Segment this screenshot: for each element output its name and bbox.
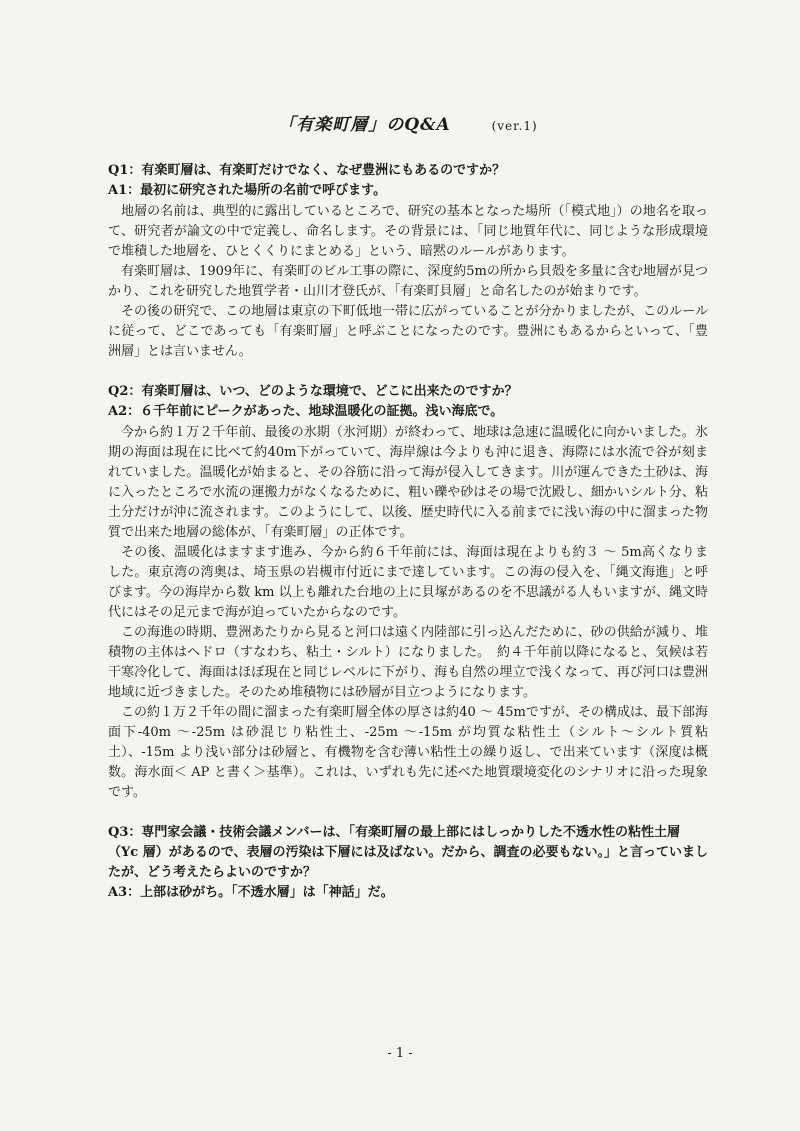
question-3: Q3：専門家会議・技術会議メンバーは、「有楽町層の最上部にはしっかりした不透水性の粘性土層（Yc 層）があるので、表層の汚染は下層には及ばない。だから、調査の必要もない。」と言っていましたが、どう考えたらよいのですか？ <box>108 825 708 880</box>
title-row <box>108 110 708 135</box>
answer-1-paragraph: 地層の名前は、典型的に露出しているところで、研究の基本となった場所（「模式地」）の地名を取って、研究者が論文の中で定義し、命名します。その背景には、「同じ地質年代に、同じような形成環境で堆積した地層を、ひとくくりにまとめる」という、暗黙のルールがあります。 <box>108 204 708 259</box>
answer-1-heading: A1：最初に研究された場所の名前で呼びます。 <box>108 183 387 198</box>
section-gap <box>108 362 708 382</box>
qa-section-3 <box>108 823 708 903</box>
page-number: - 1 - <box>387 1046 413 1061</box>
question-2: Q2：有楽町層は、いつ、どのような環境で、どこに出来たのですか？ <box>108 384 518 399</box>
answer-2-heading: A2：６千年前にピークがあった、地球温暖化の証拠。浅い海底で。 <box>108 404 504 419</box>
answer-1-paragraph: その後の研究で、この地層は東京の下町低地一帯に広がっていることが分かりましたが、このルールに従って、どこであっても「有楽町層」と呼ぶことになったのです。豊洲にもあるからといって、「豊洲層」とは言いません。 <box>108 304 708 359</box>
section-gap <box>108 803 708 823</box>
qa-section-2 <box>108 382 708 803</box>
answer-2-paragraph: その後、温暖化はますます進み、今から約６千年前には、海面は現在よりも約３ ～ 5m高くなりました。東京湾の湾奥は、埼玉県の岩槻市付近にまで達しています。この海の侵入を、「縄文海進」と呼びます。今の海岸から数 km 以上も離れた台地の上に貝塚があるのを不思議がる人もいますが、縄文時代にはその足元まで海が迫っていたからなのです。 <box>108 545 708 620</box>
qa-section-1 <box>108 161 708 362</box>
answer-2-paragraph: この約１万２千年の間に溜まった有楽町層全体の厚さは約40 ～ 45mですが、その構成は、最下部海面下-40m ～-25m は砂混じり粘性土、-25m ～-15m が均質な粘性土（シルト～シルト質粘土）、-15m より浅い部分は砂層と、有機物を含む薄い粘性土の繰り返し、で出来ています（深度は概数。海水面＜ AP と書く＞基準）。これは、いずれも先に述べた地質環境変化のシナリオに沿った現象です。 <box>108 705 708 800</box>
document-title: 「有楽町層」のQ&A <box>278 115 451 135</box>
answer-3-heading: A3：上部は砂がち。「不透水層」は「神話」だ。 <box>108 885 394 900</box>
question-1: Q1：有楽町層は、有楽町だけでなく、なぜ豊洲にもあるのですか？ <box>108 163 506 178</box>
answer-2-paragraph: 今から約１万２千年前、最後の氷期（氷河期）が終わって、地球は急速に温暖化に向かいました。氷期の海面は現在に比べて約40m下がっていて、海岸線は今よりも沖に退き、海際には水流で谷が刻まれていました。温暖化が始まると、その谷筋に沿って海が侵入してきます。川が運んできた土砂は、海に入ったところで水流の運搬力がなくなるために、粗い礫や砂はその場で沈殿し、細かいシルト分、粘土分だけが沖に流されます。このようにして、以後、歴史時代に入る前までに浅い海の中に溜まった物質で出来た地層の総体が、「有楽町層」の正体です。 <box>108 425 708 540</box>
answer-1-paragraph: 有楽町層は、1909年に、有楽町のビル工事の際に、深度約5mの所から貝殻を多量に含む地層が見つかり、これを研究した地質学者・山川才登氏が、「有楽町貝層」と命名したのが始まりです。 <box>108 264 708 299</box>
version-label: (ver.1) <box>491 119 538 133</box>
answer-2-paragraph: この海進の時期、豊洲あたりから見ると河口は遠く内陸部に引っ込んだために、砂の供給が減り、堆積物の主体はヘドロ（すなわち、粘土・シルト）になりました。 約４千年前以降になると、気候は若干寒冷化して、海面はほぼ現在と同じレベルに下がり、海も自然の埋立で浅くなって、再び河口は豊洲地域に近づきました。そのため堆積物には砂層が目立つようになります。 <box>108 625 708 700</box>
